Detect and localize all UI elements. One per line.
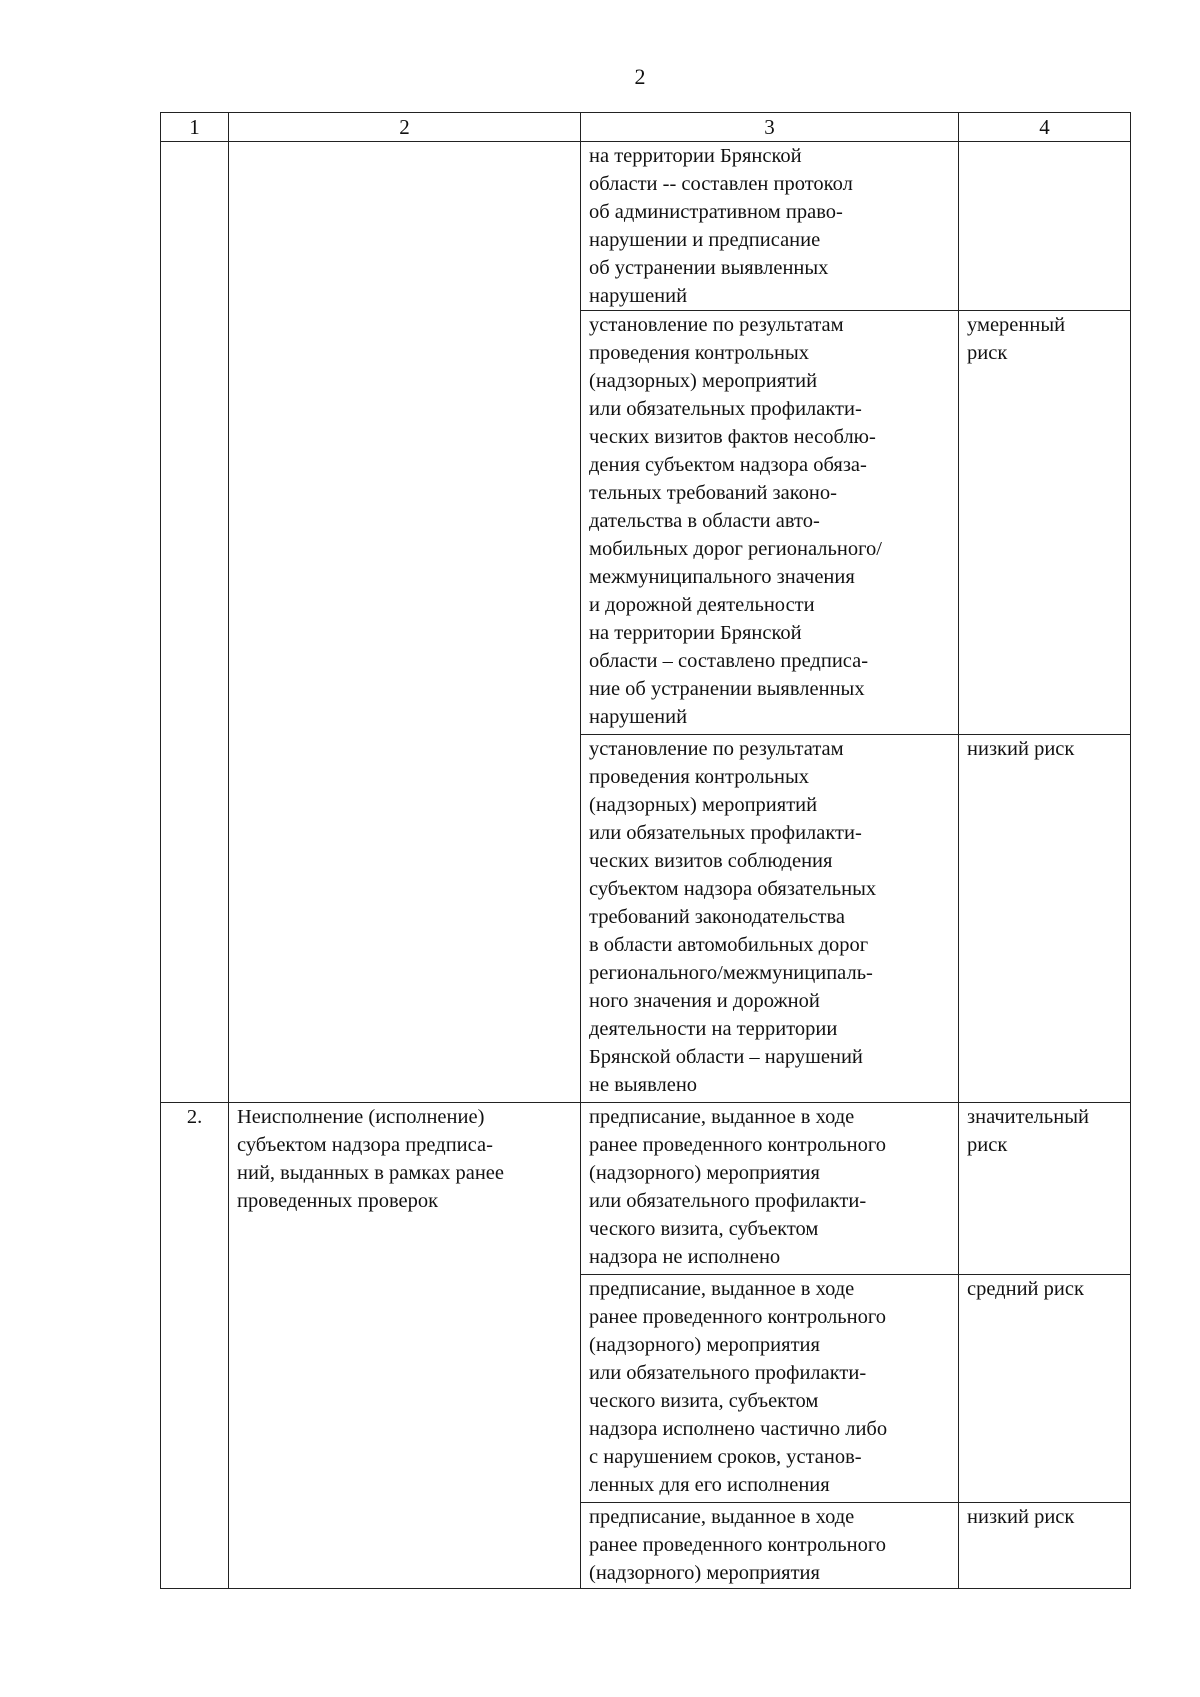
table-header-row (161, 113, 1131, 142)
condition-cell (581, 1275, 959, 1503)
criterion-cell (229, 142, 581, 1103)
risk-text: средний риск (967, 1278, 1084, 1300)
page-number: 2 (634, 64, 646, 89)
condition-text: предписание, выданное в ходе ранее проведенного контрольного (надзорного) мероприятия или обязательного профилакти- ческого визита, субъектом надзора исполнено частично либо с нарушением сроков, установ- ленных для его исполнения (589, 1278, 888, 1496)
row-number-cell (161, 142, 229, 1103)
risk-text: низкий риск (967, 738, 1075, 760)
risk-cell (959, 735, 1131, 1103)
condition-text: на территории Брянской области -- составлен протокол об административном право- нарушении и предписание об устранении выявленных нарушений (589, 145, 853, 307)
risk-criteria-table (160, 112, 1131, 1589)
column-header-3: 3 (581, 113, 959, 142)
risk-text: умеренный риск (967, 314, 1066, 364)
risk-cell (959, 142, 1131, 311)
column-header-2: 2 (229, 113, 581, 142)
condition-text: установление по результатам проведения контрольных (надзорных) мероприятий или обязательных профилакти- ческих визитов соблюдения субъектом надзора обязательных требований законодательства в области автомобильных дорог регионального/межмуниципаль- ного значения и дорожной деятельности на территории Брянской области – нарушений не выявлено (589, 738, 877, 1096)
criterion-cell (229, 1103, 581, 1589)
risk-cell (959, 1275, 1131, 1503)
condition-cell (581, 142, 959, 311)
condition-cell (581, 735, 959, 1103)
table-row (161, 142, 1131, 311)
table-row (161, 1103, 1131, 1275)
column-header-4: 4 (959, 113, 1131, 142)
condition-text: предписание, выданное в ходе ранее проведенного контрольного (надзорного) мероприятия (589, 1506, 887, 1584)
risk-cell (959, 1503, 1131, 1589)
risk-cell (959, 311, 1131, 735)
criterion-text: Неисполнение (исполнение) субъектом надзора предписа- ний, выданных в рамках ранее проведенных проверок (237, 1106, 505, 1212)
risk-text: низкий риск (967, 1506, 1075, 1528)
condition-cell (581, 1503, 959, 1589)
column-header-1: 1 (161, 113, 229, 142)
row-number-cell (161, 1103, 229, 1589)
risk-cell (959, 1103, 1131, 1275)
row-number: 2. (186, 1106, 203, 1128)
condition-cell (581, 1103, 959, 1275)
condition-text: установление по результатам проведения контрольных (надзорных) мероприятий или обязательных профилакти- ческих визитов фактов несоблю- дения субъектом надзора обяза- тельных требований законо- дательства в области авто- мобильных дорог регионального/ межмуниципального значения и дорожной деятельности на территории Брянской области – составлено предписа- ние об устранении выявленных нарушений (589, 314, 882, 728)
condition-text: предписание, выданное в ходе ранее проведенного контрольного (надзорного) мероприятия или обязательного профилакти- ческого визита, субъектом надзора не исполнено (589, 1106, 887, 1268)
risk-text: значительный риск (967, 1106, 1089, 1156)
condition-cell (581, 311, 959, 735)
